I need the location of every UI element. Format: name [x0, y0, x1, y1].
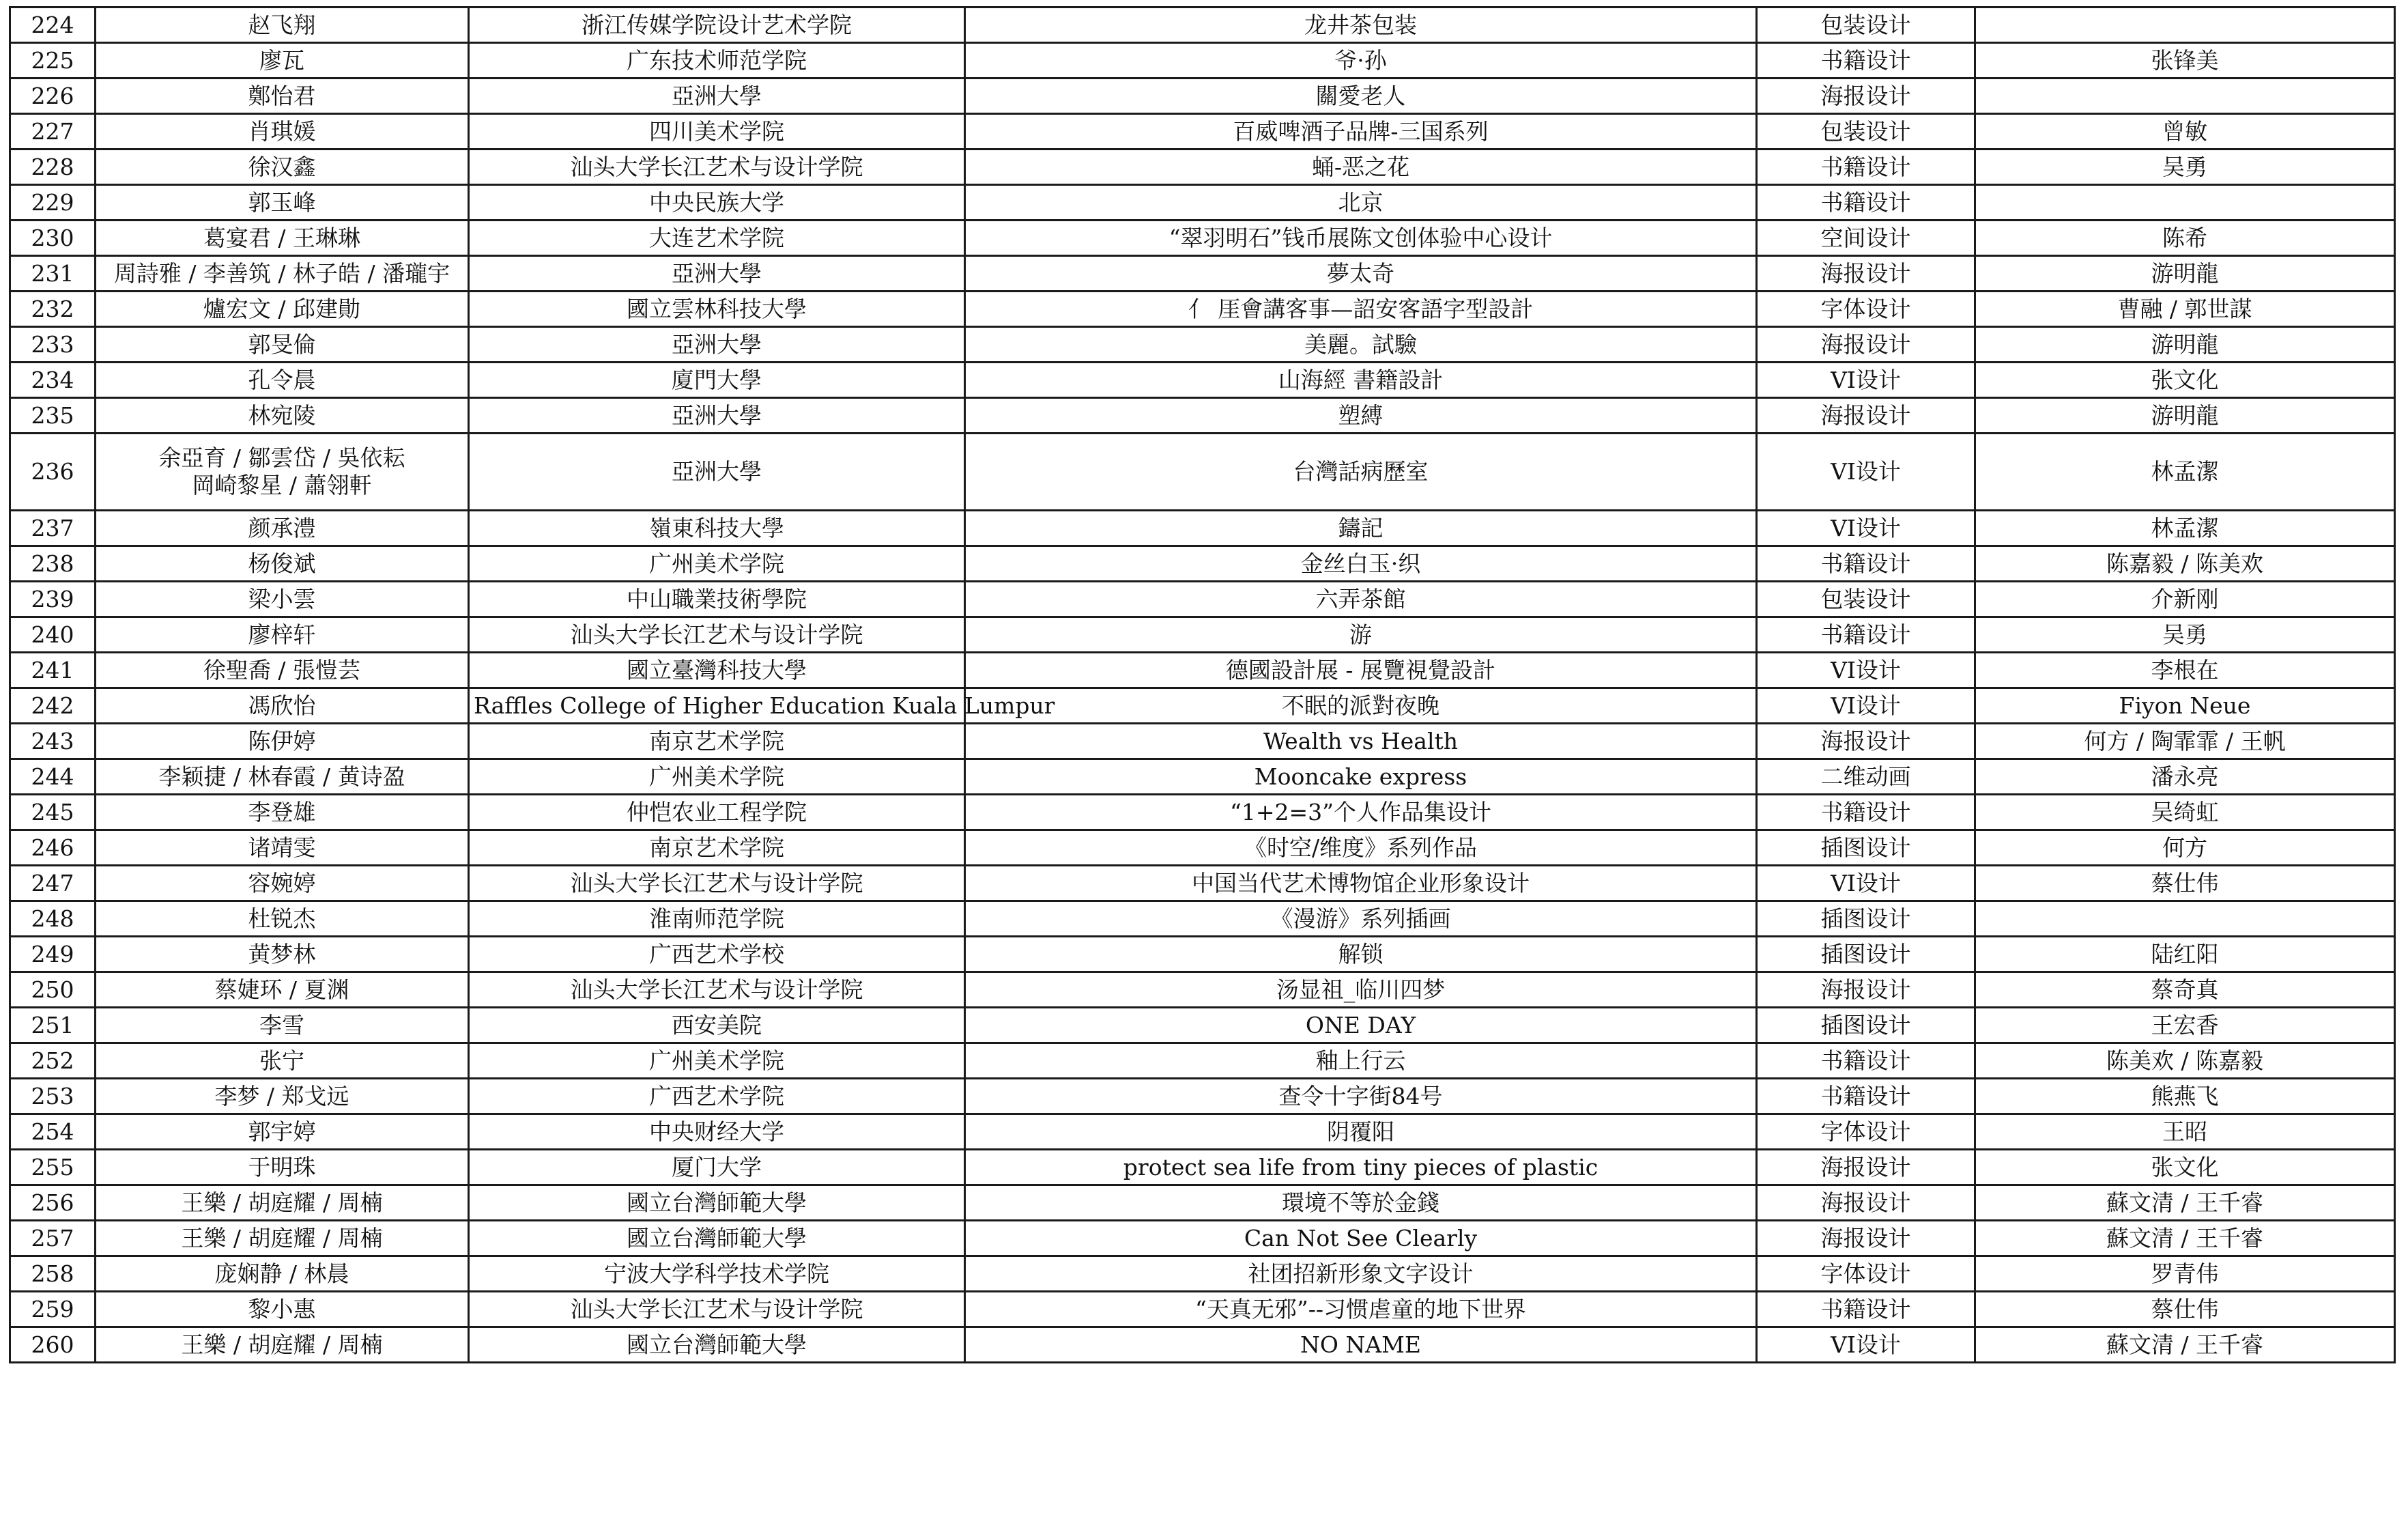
- entry-number-cell: 226: [10, 79, 96, 114]
- work-title-cell: 亻 厓會講客事—詔安客語字型設計: [965, 292, 1757, 327]
- work-title-cell: 夢太奇: [965, 256, 1757, 292]
- entry-number-cell: 228: [10, 150, 96, 185]
- entrant-names-line: 杨俊斌: [248, 550, 316, 577]
- table-row: [10, 398, 2395, 434]
- work-title-cell: protect sea life from tiny pieces of plastic: [965, 1150, 1757, 1185]
- table-row: [10, 8, 2395, 43]
- category-cell: VI设计: [1757, 653, 1975, 688]
- entry-number-cell: 255: [10, 1150, 96, 1185]
- school-cell: 宁波大学科学技术学院: [469, 1256, 965, 1292]
- advisor-cell: 吴勇: [1975, 617, 2395, 653]
- work-title-cell: ONE DAY: [965, 1008, 1757, 1043]
- work-title-cell: 不眠的派對夜晚: [965, 688, 1757, 724]
- category-cell: 空间设计: [1757, 221, 1975, 256]
- entrant-names-cell: [96, 866, 469, 901]
- entrant-names-cell: [96, 185, 469, 221]
- advisor-cell: [1975, 901, 2395, 937]
- entrant-names-line: 容婉婷: [248, 869, 316, 896]
- work-title-cell: 德國設計展 - 展覽視覺設計: [965, 653, 1757, 688]
- category-cell: 海报设计: [1757, 79, 1975, 114]
- table-row: [10, 724, 2395, 759]
- advisor-cell: 蔡奇真: [1975, 972, 2395, 1008]
- entrant-names-line: 馮欣怡: [248, 692, 316, 719]
- entrant-names-cell: [96, 1043, 469, 1079]
- category-cell: 书籍设计: [1757, 1079, 1975, 1114]
- entry-number-cell: 232: [10, 292, 96, 327]
- entrant-names-line: 黄梦林: [248, 940, 316, 967]
- category-cell: 插图设计: [1757, 1008, 1975, 1043]
- entrant-names-cell: [96, 1150, 469, 1185]
- category-cell: 海报设计: [1757, 972, 1975, 1008]
- table-row: [10, 546, 2395, 582]
- entrant-names-cell: [96, 1221, 469, 1256]
- work-title-cell: Mooncake express: [965, 759, 1757, 795]
- table-row: [10, 688, 2395, 724]
- advisor-cell: 游明龍: [1975, 327, 2395, 363]
- advisor-cell: 吴勇: [1975, 150, 2395, 185]
- school-cell: 國立台灣師範大學: [469, 1221, 965, 1256]
- category-cell: 海报设计: [1757, 1221, 1975, 1256]
- school-cell: 廈門大學: [469, 363, 965, 398]
- advisor-cell: [1975, 185, 2395, 221]
- entrant-names-cell: [96, 398, 469, 434]
- category-cell: 书籍设计: [1757, 617, 1975, 653]
- advisor-cell: 游明龍: [1975, 398, 2395, 434]
- entries-table: [9, 6, 2396, 1363]
- table-row: [10, 511, 2395, 546]
- entry-number-cell: 250: [10, 972, 96, 1008]
- school-cell: 亞洲大學: [469, 398, 965, 434]
- entrant-names-line: 肖琪媛: [248, 117, 316, 145]
- entrant-names-cell: [96, 1256, 469, 1292]
- school-cell: 广州美术学院: [469, 759, 965, 795]
- entrant-names-line: 郭旻倫: [248, 330, 316, 358]
- entrant-names-line: 诸靖雯: [248, 834, 316, 861]
- school-cell: 广西艺术学院: [469, 1079, 965, 1114]
- table-row: [10, 1150, 2395, 1185]
- school-cell: 中央财经大学: [469, 1114, 965, 1150]
- school-cell: 汕头大学长江艺术与设计学院: [469, 866, 965, 901]
- work-title-cell: 百威啤酒子品牌-三国系列: [965, 114, 1757, 150]
- school-cell: 亞洲大學: [469, 256, 965, 292]
- school-cell: 大连艺术学院: [469, 221, 965, 256]
- category-cell: 二维动画: [1757, 759, 1975, 795]
- category-cell: 插图设计: [1757, 937, 1975, 972]
- table-row: [10, 582, 2395, 617]
- school-cell: 四川美术学院: [469, 114, 965, 150]
- table-row: [10, 1185, 2395, 1221]
- entrant-names-cell: [96, 511, 469, 546]
- entrant-names-cell: [96, 434, 469, 511]
- advisor-cell: 张锋美: [1975, 43, 2395, 79]
- category-cell: VI设计: [1757, 363, 1975, 398]
- entry-number-cell: 230: [10, 221, 96, 256]
- entry-number-cell: 251: [10, 1008, 96, 1043]
- advisor-cell: 陆红阳: [1975, 937, 2395, 972]
- advisor-cell: 王宏香: [1975, 1008, 2395, 1043]
- entrant-names-line: 李雪: [259, 1011, 304, 1038]
- advisor-cell: 罗青伟: [1975, 1256, 2395, 1292]
- category-cell: 海报设计: [1757, 398, 1975, 434]
- entrant-names-cell: [96, 221, 469, 256]
- table-row: [10, 901, 2395, 937]
- school-cell: 亞洲大學: [469, 79, 965, 114]
- category-cell: VI设计: [1757, 1327, 1975, 1363]
- table-row: [10, 292, 2395, 327]
- table-row: [10, 1079, 2395, 1114]
- category-cell: 海报设计: [1757, 1150, 1975, 1185]
- table-row: [10, 434, 2395, 511]
- entrant-names-cell: [96, 937, 469, 972]
- entrant-names-cell: [96, 8, 469, 43]
- school-cell: 南京艺术学院: [469, 830, 965, 866]
- entrant-names-cell: [96, 901, 469, 937]
- category-cell: 插图设计: [1757, 901, 1975, 937]
- school-cell: 國立雲林科技大學: [469, 292, 965, 327]
- entrant-names-cell: [96, 582, 469, 617]
- advisor-cell: 吴绮虹: [1975, 795, 2395, 830]
- school-cell: 厦门大学: [469, 1150, 965, 1185]
- entrant-names-line: 于明珠: [248, 1153, 316, 1180]
- category-cell: 包装设计: [1757, 114, 1975, 150]
- entry-number-cell: 247: [10, 866, 96, 901]
- work-title-cell: “天真无邪”--习惯虐童的地下世界: [965, 1292, 1757, 1327]
- entry-number-cell: 231: [10, 256, 96, 292]
- school-cell: 广州美术学院: [469, 546, 965, 582]
- school-cell: 仲恺农业工程学院: [469, 795, 965, 830]
- advisor-cell: 陈嘉毅 / 陈美欢: [1975, 546, 2395, 582]
- advisor-cell: 陈希: [1975, 221, 2395, 256]
- work-title-cell: 塑縛: [965, 398, 1757, 434]
- entrant-names-line: 葛宴君 / 王琳琳: [203, 224, 361, 251]
- school-cell: 國立台灣師範大學: [469, 1185, 965, 1221]
- entrant-names-line: 廖瓦: [259, 46, 304, 74]
- entry-number-cell: 259: [10, 1292, 96, 1327]
- entrant-names-cell: [96, 363, 469, 398]
- category-cell: 书籍设计: [1757, 546, 1975, 582]
- advisor-cell: 熊燕飞: [1975, 1079, 2395, 1114]
- table-row: [10, 972, 2395, 1008]
- table-row: [10, 221, 2395, 256]
- entrant-names-line: 颜承澧: [248, 514, 316, 541]
- entry-number-cell: 246: [10, 830, 96, 866]
- entry-number-cell: 258: [10, 1256, 96, 1292]
- category-cell: 书籍设计: [1757, 150, 1975, 185]
- advisor-cell: [1975, 8, 2395, 43]
- category-cell: VI设计: [1757, 688, 1975, 724]
- table-row: [10, 363, 2395, 398]
- work-title-cell: 環境不等於金錢: [965, 1185, 1757, 1221]
- work-title-cell: 六弄茶館: [965, 582, 1757, 617]
- category-cell: VI设计: [1757, 511, 1975, 546]
- school-cell: 汕头大学长江艺术与设计学院: [469, 972, 965, 1008]
- work-title-cell: 汤显祖_临川四梦: [965, 972, 1757, 1008]
- category-cell: 书籍设计: [1757, 185, 1975, 221]
- advisor-cell: 蘇文清 / 王千睿: [1975, 1185, 2395, 1221]
- category-cell: 书籍设计: [1757, 1292, 1975, 1327]
- school-cell: 國立臺灣科技大學: [469, 653, 965, 688]
- school-cell: 广东技术师范学院: [469, 43, 965, 79]
- category-cell: 海报设计: [1757, 724, 1975, 759]
- school-cell: 汕头大学长江艺术与设计学院: [469, 617, 965, 653]
- category-cell: 包装设计: [1757, 8, 1975, 43]
- work-title-cell: 美麗。試驗: [965, 327, 1757, 363]
- work-title-cell: Can Not See Clearly: [965, 1221, 1757, 1256]
- entrant-names-line: 郭玉峰: [248, 188, 316, 216]
- table-row: [10, 114, 2395, 150]
- work-title-cell: 社团招新形象文字设计: [965, 1256, 1757, 1292]
- advisor-cell: 蔡仕伟: [1975, 866, 2395, 901]
- advisor-cell: 游明龍: [1975, 256, 2395, 292]
- work-title-cell: “翠羽明石”钱币展陈文创体验中心设计: [965, 221, 1757, 256]
- entrant-names-cell: [96, 688, 469, 724]
- category-cell: 字体设计: [1757, 1114, 1975, 1150]
- entry-number-cell: 238: [10, 546, 96, 582]
- table-row: [10, 617, 2395, 653]
- entry-number-cell: 241: [10, 653, 96, 688]
- school-cell: 中山職業技術學院: [469, 582, 965, 617]
- school-cell: 亞洲大學: [469, 327, 965, 363]
- table-row: [10, 1008, 2395, 1043]
- advisor-cell: 何方 / 陶霏霏 / 王帆: [1975, 724, 2395, 759]
- entries-table-body: [10, 8, 2395, 1363]
- work-title-cell: 查令十字街84号: [965, 1079, 1757, 1114]
- entrant-names-line: 赵飞翔: [248, 11, 316, 38]
- category-cell: 插图设计: [1757, 830, 1975, 866]
- advisor-cell: 陈美欢 / 陈嘉毅: [1975, 1043, 2395, 1079]
- advisor-cell: 何方: [1975, 830, 2395, 866]
- entry-number-cell: 252: [10, 1043, 96, 1079]
- table-row: [10, 79, 2395, 114]
- entrant-names-line: 岡崎黎星 / 蕭翎軒: [192, 472, 372, 498]
- advisor-cell: [1975, 79, 2395, 114]
- table-row: [10, 937, 2395, 972]
- advisor-cell: 张文化: [1975, 363, 2395, 398]
- entrant-names-cell: [96, 150, 469, 185]
- entrant-names-line: 周詩雅 / 李善筑 / 林子皓 / 潘瓏宇: [113, 259, 450, 287]
- school-cell: 淮南师范学院: [469, 901, 965, 937]
- category-cell: 书籍设计: [1757, 1043, 1975, 1079]
- table-row: [10, 327, 2395, 363]
- advisor-cell: 蘇文清 / 王千睿: [1975, 1327, 2395, 1363]
- entrant-names-line: 爐宏文 / 邱建勛: [203, 295, 361, 322]
- advisor-cell: Fiyon Neue: [1975, 688, 2395, 724]
- entry-number-cell: 234: [10, 363, 96, 398]
- table-row: [10, 1327, 2395, 1363]
- table-row: [10, 830, 2395, 866]
- school-cell: 汕头大学长江艺术与设计学院: [469, 1292, 965, 1327]
- entrant-names-line: 郭宇婷: [248, 1118, 316, 1145]
- category-cell: 海报设计: [1757, 1185, 1975, 1221]
- entrant-names-cell: [96, 43, 469, 79]
- work-title-cell: NO NAME: [965, 1327, 1757, 1363]
- entry-number-cell: 245: [10, 795, 96, 830]
- entry-number-cell: 233: [10, 327, 96, 363]
- entrant-names-cell: [96, 1114, 469, 1150]
- entry-number-cell: 237: [10, 511, 96, 546]
- work-title-cell: “1+2=3”个人作品集设计: [965, 795, 1757, 830]
- work-title-cell: 北京: [965, 185, 1757, 221]
- advisor-cell: 李根在: [1975, 653, 2395, 688]
- entry-number-cell: 249: [10, 937, 96, 972]
- entrant-names-cell: [96, 830, 469, 866]
- school-cell: 中央民族大学: [469, 185, 965, 221]
- category-cell: 海报设计: [1757, 256, 1975, 292]
- table-row: [10, 1114, 2395, 1150]
- entry-number-cell: 254: [10, 1114, 96, 1150]
- category-cell: 包装设计: [1757, 582, 1975, 617]
- entrant-names-cell: [96, 292, 469, 327]
- entrant-names-line: 廖梓轩: [248, 621, 316, 648]
- work-title-cell: 《漫游》系列插画: [965, 901, 1757, 937]
- school-cell: 西安美院: [469, 1008, 965, 1043]
- category-cell: VI设计: [1757, 866, 1975, 901]
- advisor-cell: 蔡仕伟: [1975, 1292, 2395, 1327]
- entry-number-cell: 242: [10, 688, 96, 724]
- entry-number-cell: 225: [10, 43, 96, 79]
- entry-number-cell: 229: [10, 185, 96, 221]
- entry-number-cell: 257: [10, 1221, 96, 1256]
- category-cell: VI设计: [1757, 434, 1975, 511]
- entrant-names-line: 王樂 / 胡庭耀 / 周楠: [181, 1224, 383, 1251]
- advisor-cell: 曹融 / 郭世謀: [1975, 292, 2395, 327]
- work-title-cell: 游: [965, 617, 1757, 653]
- entry-number-cell: 248: [10, 901, 96, 937]
- entrant-names-cell: [96, 759, 469, 795]
- entry-number-cell: 239: [10, 582, 96, 617]
- table-row: [10, 43, 2395, 79]
- work-title-cell: 中国当代艺术博物馆企业形象设计: [965, 866, 1757, 901]
- entrant-names-line: 庞娴静 / 林晨: [214, 1260, 349, 1287]
- entrant-names-cell: [96, 653, 469, 688]
- table-row: [10, 256, 2395, 292]
- advisor-cell: 林孟潔: [1975, 511, 2395, 546]
- school-cell: 國立台灣師範大學: [469, 1327, 965, 1363]
- entrant-names-cell: [96, 1292, 469, 1327]
- table-row: [10, 1292, 2395, 1327]
- advisor-cell: 曾敏: [1975, 114, 2395, 150]
- entrant-names-cell: [96, 546, 469, 582]
- entrant-names-line: 孔令晨: [248, 366, 316, 393]
- entrant-names-line: 杜锐杰: [248, 905, 316, 932]
- entrant-names-line: 余亞育 / 鄒雲岱 / 吳依耘: [158, 444, 405, 471]
- category-cell: 字体设计: [1757, 1256, 1975, 1292]
- work-title-cell: 龙井茶包装: [965, 8, 1757, 43]
- advisor-cell: 介新刚: [1975, 582, 2395, 617]
- school-cell: 广西艺术学校: [469, 937, 965, 972]
- school-cell: 浙江传媒学院设计艺术学院: [469, 8, 965, 43]
- entrant-names-cell: [96, 327, 469, 363]
- entrant-names-line: 陈伊婷: [248, 727, 316, 754]
- table-row: [10, 795, 2395, 830]
- entrant-names-line: 梁小雲: [248, 585, 316, 612]
- entry-number-cell: 240: [10, 617, 96, 653]
- category-cell: 字体设计: [1757, 292, 1975, 327]
- entrant-names-line: 王樂 / 胡庭耀 / 周楠: [181, 1331, 383, 1358]
- work-title-cell: 解锁: [965, 937, 1757, 972]
- work-title-cell: Wealth vs Health: [965, 724, 1757, 759]
- table-row: [10, 150, 2395, 185]
- school-cell: Raffles College of Higher Education Kuala Lumpur: [469, 688, 965, 724]
- entrant-names-line: 蔡婕环 / 夏渊: [214, 976, 349, 1003]
- entry-number-cell: 244: [10, 759, 96, 795]
- entrant-names-cell: [96, 1008, 469, 1043]
- advisor-cell: 林孟潔: [1975, 434, 2395, 511]
- work-title-cell: 釉上行云: [965, 1043, 1757, 1079]
- advisor-cell: 王昭: [1975, 1114, 2395, 1150]
- table-row: [10, 185, 2395, 221]
- entrant-names-line: 黎小惠: [248, 1295, 316, 1322]
- entrant-names-line: 李颖捷 / 林春霞 / 黄诗盈: [158, 763, 405, 790]
- advisor-cell: 蘇文清 / 王千睿: [1975, 1221, 2395, 1256]
- entrant-names-cell: [96, 1185, 469, 1221]
- entrant-names-cell: [96, 972, 469, 1008]
- entrant-names-cell: [96, 1327, 469, 1363]
- work-title-cell: 關愛老人: [965, 79, 1757, 114]
- entrant-names-cell: [96, 724, 469, 759]
- entrant-names-line: 徐聖喬 / 張愷芸: [203, 656, 361, 683]
- table-row: [10, 1256, 2395, 1292]
- table-row: [10, 653, 2395, 688]
- entry-number-cell: 236: [10, 434, 96, 511]
- work-title-cell: 蛹-恶之花: [965, 150, 1757, 185]
- table-row: [10, 1043, 2395, 1079]
- entrant-names-cell: [96, 617, 469, 653]
- entrant-names-line: 王樂 / 胡庭耀 / 周楠: [181, 1189, 383, 1216]
- advisor-cell: 潘永亮: [1975, 759, 2395, 795]
- entry-number-cell: 235: [10, 398, 96, 434]
- entrant-names-cell: [96, 79, 469, 114]
- work-title-cell: 鑄記: [965, 511, 1757, 546]
- work-title-cell: 爷·孙: [965, 43, 1757, 79]
- entrant-names-line: 徐汉鑫: [248, 153, 316, 180]
- work-title-cell: 阴覆阳: [965, 1114, 1757, 1150]
- advisor-cell: 张文化: [1975, 1150, 2395, 1185]
- entrant-names-line: 张宁: [259, 1047, 304, 1074]
- table-row: [10, 866, 2395, 901]
- entrant-names-cell: [96, 114, 469, 150]
- school-cell: 亞洲大學: [469, 434, 965, 511]
- entry-number-cell: 253: [10, 1079, 96, 1114]
- work-title-cell: 台灣話病歷室: [965, 434, 1757, 511]
- school-cell: 广州美术学院: [469, 1043, 965, 1079]
- entrant-names-line: 鄭怡君: [248, 82, 316, 109]
- school-cell: 嶺東科技大學: [469, 511, 965, 546]
- entry-number-cell: 224: [10, 8, 96, 43]
- entrant-names-line: 李登雄: [248, 798, 316, 825]
- category-cell: 海报设计: [1757, 327, 1975, 363]
- category-cell: 书籍设计: [1757, 795, 1975, 830]
- work-title-cell: 金丝白玉·织: [965, 546, 1757, 582]
- school-cell: 南京艺术学院: [469, 724, 965, 759]
- entrant-names-line: 李梦 / 郑戈远: [214, 1082, 349, 1109]
- school-cell: 汕头大学长江艺术与设计学院: [469, 150, 965, 185]
- table-row: [10, 1221, 2395, 1256]
- work-title-cell: 山海經 書籍設計: [965, 363, 1757, 398]
- entrant-names-cell: [96, 256, 469, 292]
- entry-number-cell: 256: [10, 1185, 96, 1221]
- category-cell: 书籍设计: [1757, 43, 1975, 79]
- entrant-names-cell: [96, 795, 469, 830]
- entrant-names-line: 林宛陵: [248, 401, 316, 429]
- entry-number-cell: 227: [10, 114, 96, 150]
- entry-number-cell: 243: [10, 724, 96, 759]
- entry-number-cell: 260: [10, 1327, 96, 1363]
- work-title-cell: 《时空/维度》系列作品: [965, 830, 1757, 866]
- entrant-names-cell: [96, 1079, 469, 1114]
- table-row: [10, 759, 2395, 795]
